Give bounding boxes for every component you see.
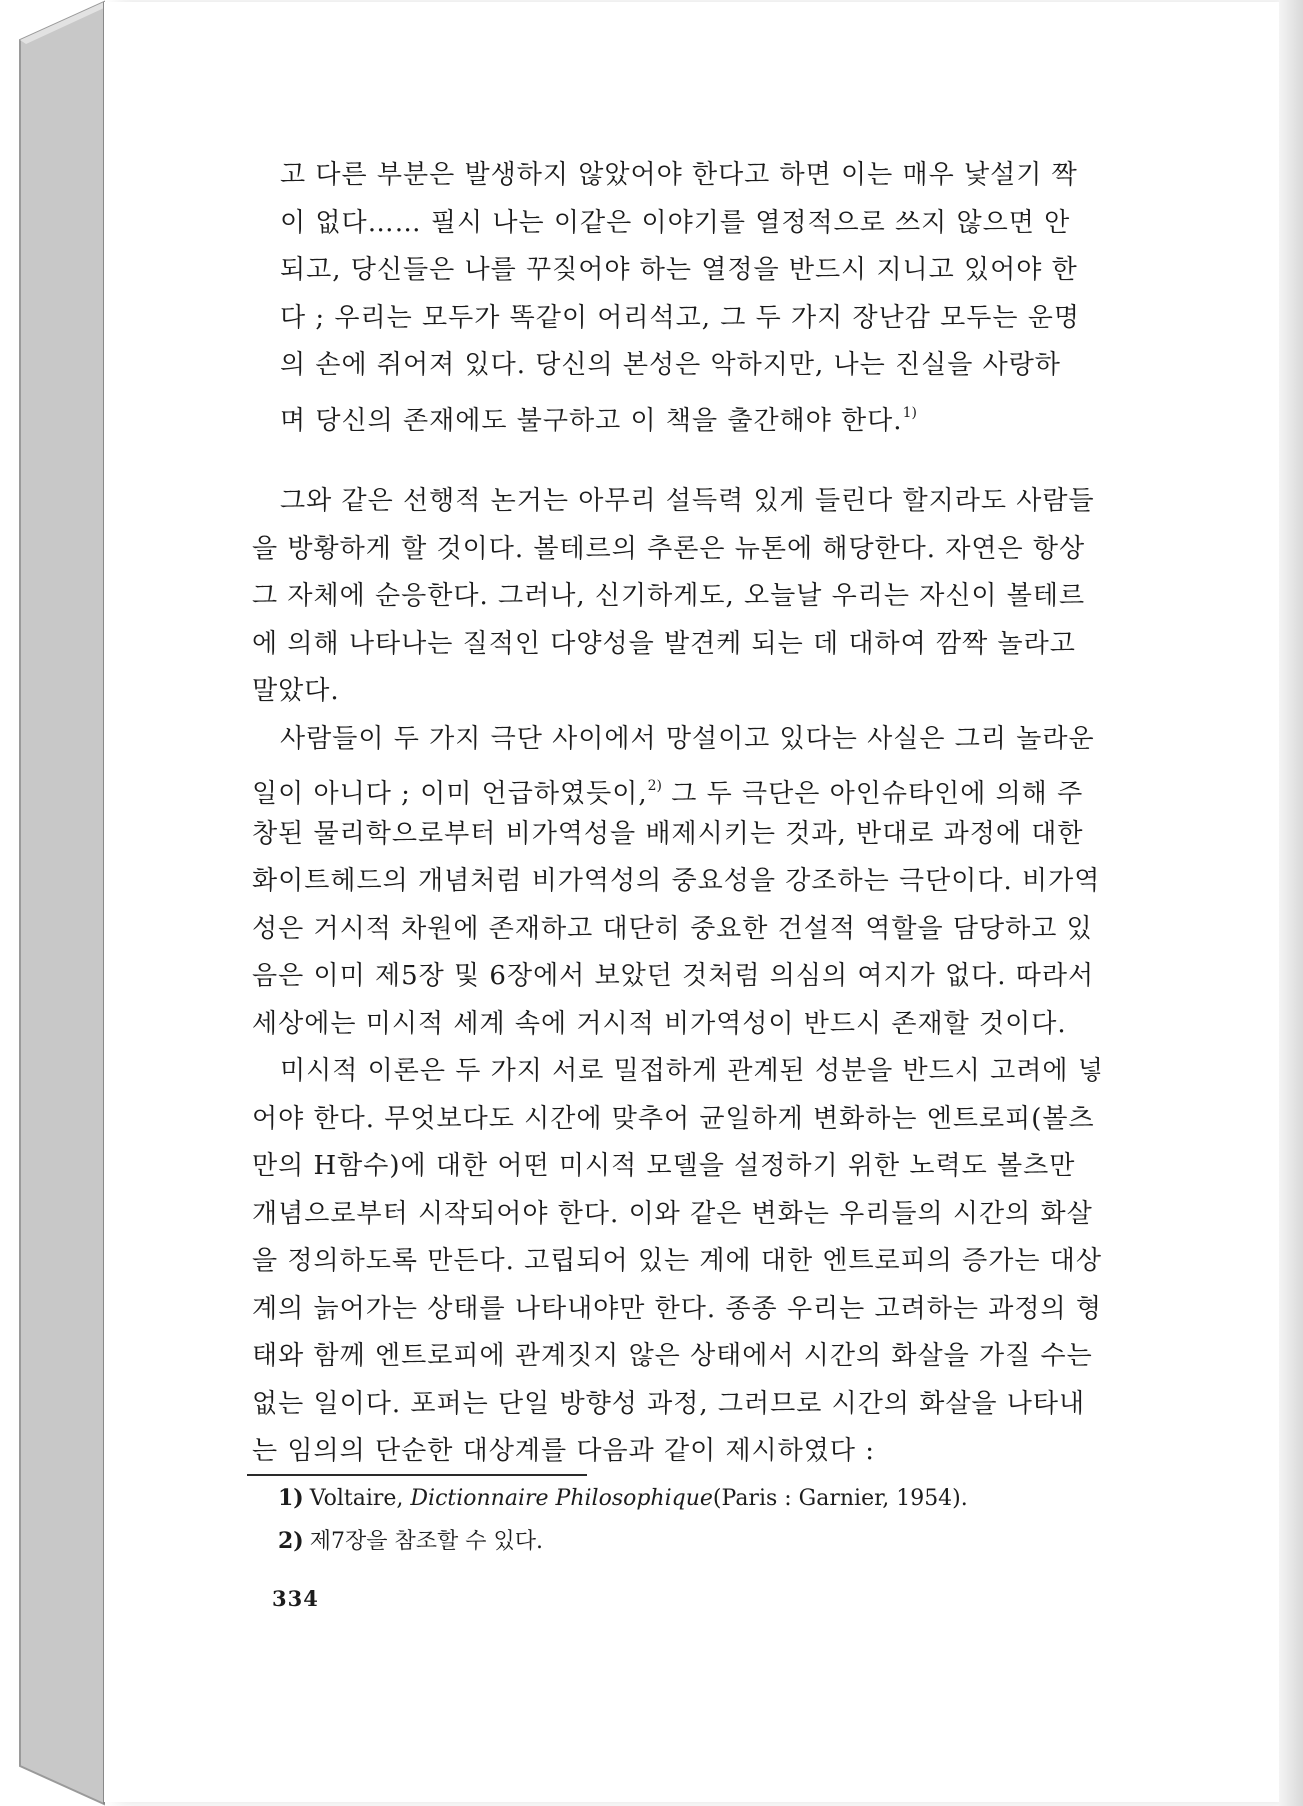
quote-line: 고 다른 부분은 발생하지 않았어야 한다고 하면 이는 매우 낯설기 짝 <box>280 160 1078 190</box>
quote-line-text: 며 당신의 존재에도 불구하고 이 책을 출간해야 한다. <box>280 405 903 436</box>
body-line <box>252 1191 1104 1239</box>
body-line-text: 미시적 이론은 두 가지 서로 밀접하게 관계된 성분을 반드시 고려에 넣 <box>280 1056 1104 1086</box>
footnote-reference[interactable]: 1) <box>902 404 917 421</box>
body-line-text: 그 두 극단은 아인슈타인에 의해 주 <box>661 779 1084 809</box>
body-line-text: 그 자체에 순응한다. 그러나, 신기하게도, 오늘날 우리는 자신이 볼테르 <box>252 581 1086 611</box>
body-line-text: 만의 H함수)에 대한 어떤 미시적 모델을 설정하기 위한 노력도 볼츠만 <box>252 1151 1076 1181</box>
body-line <box>252 763 1104 811</box>
footnote-divider <box>247 1474 587 1476</box>
quote-line: 되고, 당신들은 나를 꾸짖어야 하는 열정을 반드시 지니고 있어야 한 <box>280 255 1078 285</box>
body-line-text: 창된 물리학으로부터 비가역성을 배제시키는 것과, 반대로 과정에 대한 <box>252 818 1084 849</box>
body-line-text: 화이트헤드의 개념처럼 비가역성의 중요성을 강조하는 극단이다. 비가역 <box>252 866 1101 896</box>
body-line-text: 개념으로부터 시작되어야 한다. 이와 같은 변화는 우리들의 시간의 화살 <box>252 1198 1093 1229</box>
body-line-text: 그와 같은 선행적 논거는 아무리 설득력 있게 들린다 할지라도 사람들 <box>280 486 1095 516</box>
body-text <box>252 478 1104 1476</box>
body-line <box>252 1048 1104 1096</box>
body-line <box>252 1381 1104 1429</box>
quote-line: 의 손에 쥐어져 있다. 당신의 본성은 악하지만, 나는 진실을 사랑하 <box>280 350 1061 380</box>
page-number: 334 <box>272 1586 319 1611</box>
body-line-text: 없는 일이다. 포퍼는 단일 방향성 과정, 그러므로 시간의 화살을 나타내 <box>252 1388 1086 1419</box>
body-line-text: 말았다. <box>252 676 340 706</box>
footnote-number: 2) <box>278 1528 304 1554</box>
body-line-text: 성은 거시적 차원에 존재하고 대단히 중요한 건설적 역할을 담당하고 있 <box>252 913 1093 944</box>
body-line-text: 사람들이 두 가지 극단 사이에서 망설이고 있다는 사실은 그리 놀라운 <box>280 723 1095 754</box>
body-line <box>252 1001 1104 1049</box>
footnote-citation: (Paris : Garnier, 1954). <box>712 1486 968 1511</box>
body-line-text: 일이 아니다 ; 이미 언급하였듯이, <box>252 779 648 809</box>
body-line <box>252 906 1104 954</box>
body-line-text: 에 의해 나타나는 질적인 다양성을 발견케 되는 데 대하여 깜짝 놀라고 <box>252 628 1076 659</box>
body-line <box>252 1238 1104 1286</box>
footnote-text: 제7장을 참조할 수 있다. <box>309 1529 543 1554</box>
block-quote <box>280 152 1080 437</box>
body-line <box>252 1428 1104 1476</box>
body-line <box>252 1143 1104 1191</box>
body-line <box>252 716 1104 764</box>
page-edge-shadow <box>1279 0 1303 1806</box>
footnote-reference[interactable]: 2) <box>647 778 662 794</box>
body-line <box>252 621 1104 669</box>
body-line-text: 을 정의하도록 만든다. 고립되어 있는 계에 대한 엔트로피의 증가는 대상 <box>252 1246 1103 1276</box>
footnote-text: Voltaire, <box>309 1486 411 1511</box>
body-line-text: 계의 늙어가는 상태를 나타내야만 한다. 종종 우리는 고려하는 과정의 형 <box>252 1293 1103 1324</box>
body-line-text: 태와 함께 엔트로피에 관계짓지 않은 상태에서 시간의 화살을 가질 수는 <box>252 1341 1093 1371</box>
body-line-text: 는 임의의 단순한 대상계를 다음과 같이 제시하였다 : <box>252 1436 876 1466</box>
body-line <box>252 1286 1104 1334</box>
body-line-text: 어야 한다. 무엇보다도 시간에 맞추어 균일하게 변화하는 엔트로피(볼츠 <box>252 1103 1095 1134</box>
footnote-item <box>278 1520 968 1563</box>
footnote-number: 1) <box>278 1485 304 1511</box>
body-line-text: 을 방황하게 할 것이다. 볼테르의 추론은 뉴톤에 해당한다. 자연은 항상 <box>252 533 1086 564</box>
footnotes <box>278 1477 968 1563</box>
body-line-text: 세상에는 미시적 세계 속에 거시적 비가역성이 반드시 존재할 것이다. <box>252 1008 1067 1039</box>
body-line <box>252 858 1104 906</box>
quote-last-line <box>280 390 1080 438</box>
footnote-item <box>278 1477 968 1520</box>
body-line <box>252 1096 1104 1144</box>
body-line <box>252 811 1104 859</box>
body-line <box>252 478 1104 526</box>
book-spine <box>0 0 110 1806</box>
body-line <box>252 1333 1104 1381</box>
body-line <box>252 526 1104 574</box>
quote-line: 다 ; 우리는 모두가 똑같이 어리석고, 그 두 가지 장난감 모두는 운명 <box>280 302 1080 333</box>
quote-line: 이 없다…… 필시 나는 이같은 이야기를 열정적으로 쓰지 않으면 안 <box>280 207 1071 238</box>
body-line <box>252 668 1104 716</box>
body-line <box>252 573 1104 621</box>
body-line-text: 음은 이미 제5장 및 6장에서 보았던 것처럼 의심의 여지가 없다. 따라서 <box>252 961 1095 991</box>
footnote-book-title: Dictionnaire Philosophique <box>410 1486 713 1511</box>
body-line <box>252 953 1104 1001</box>
